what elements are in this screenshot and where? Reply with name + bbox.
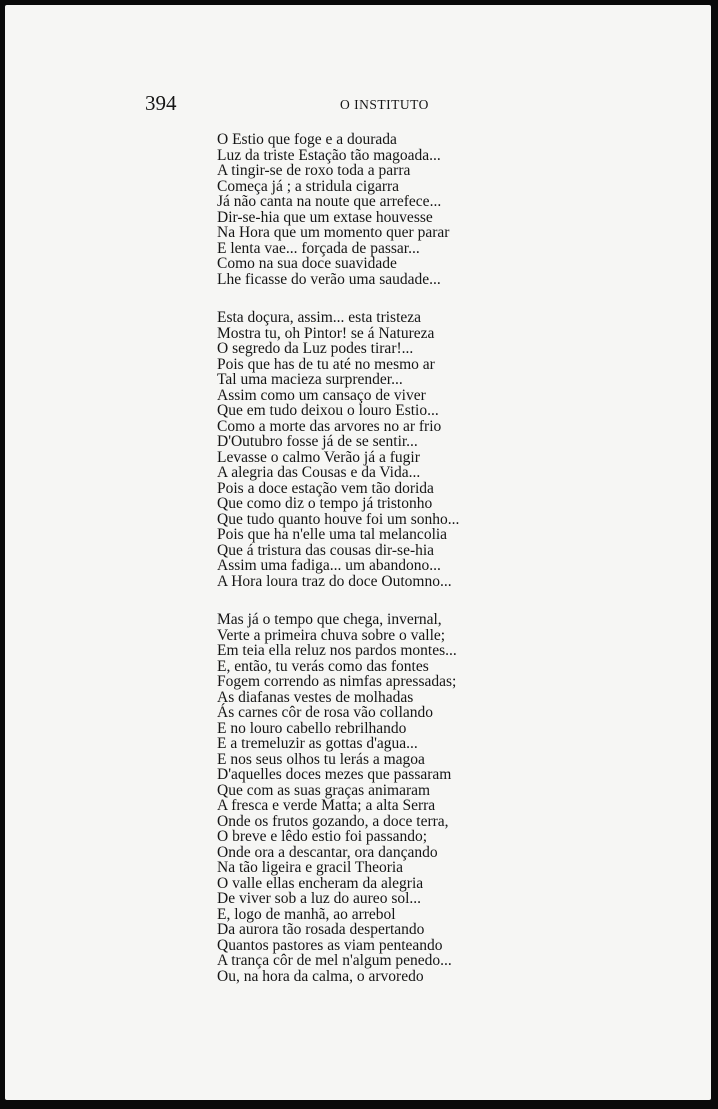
poem-line: Dir-se-hia que um extase houvesse xyxy=(217,208,433,226)
poem-line: Em teia ella reluz nos pardos montes... xyxy=(217,642,457,659)
poem-line: Mostra tu, oh Pintor! se á Natureza xyxy=(217,324,435,342)
poem-line: E nos seus olhos tu lerás a magoa xyxy=(217,750,425,768)
poem-line: Tal uma macieza surprender... xyxy=(217,371,403,388)
poem-line: A trança côr de mel n'algum penedo... xyxy=(217,952,452,969)
poem-line: E, então, tu verás como das fontes xyxy=(217,657,429,675)
poem-line: Como na sua doce suavidade xyxy=(217,255,397,272)
poem-line: Mas já o tempo que chega, invernal, xyxy=(217,611,442,628)
poem-line: As diafanas vestes de molhadas xyxy=(217,688,414,706)
poem-line: De viver sob a luz do aureo sol... xyxy=(217,890,422,907)
poem-line: O segredo da Luz podes tirar!... xyxy=(217,340,414,357)
poem-line: A fresca e verde Matta; a alta Serra xyxy=(217,797,436,814)
poem-line: Que com as suas graças animaram xyxy=(217,781,431,799)
poem-line: Ou, na hora da calma, o arvoredo xyxy=(217,967,424,985)
poem-line: Que á tristura das cousas dir-se-hia xyxy=(217,541,435,559)
poem-line: Onde os frutos gozando, a doce terra, xyxy=(217,812,449,830)
poem-line: O breve e lêdo estio foi passando; xyxy=(217,828,428,845)
page-number: 394 xyxy=(145,91,177,115)
poem-line: Já não canta na noute que arrefece... xyxy=(217,193,442,210)
poem-line: O valle ellas encheram da alegria xyxy=(217,874,424,892)
poem-line: Levasse o calmo Verão já a fugir xyxy=(217,448,420,466)
poem-line: E, logo de manhã, ao arrebol xyxy=(217,905,396,923)
poem-line: Da aurora tão rosada despertando xyxy=(217,921,425,938)
poem-line: D'Outubro fosse já de se sentir... xyxy=(217,433,418,450)
poem-line: A alegria das Cousas e da Vida... xyxy=(217,464,421,481)
poem-line: Pois que has de tu até no mesmo ar xyxy=(217,355,435,373)
poem-line: O Estio que foge e a dourada xyxy=(217,131,397,148)
poem-line: Que em tudo deixou o louro Estio... xyxy=(217,402,439,419)
poem-line: Verte a primeira chuva sobre o valle; xyxy=(217,626,446,644)
poem-line: Quantos pastores as viam penteando xyxy=(217,936,443,954)
poem-line: Que como diz o tempo já tristonho xyxy=(217,495,433,512)
poem-line: D'aquelles doces mezes que passaram xyxy=(217,766,452,783)
poem-body xyxy=(217,132,459,984)
poem-line: Assim uma fadiga... um abandono... xyxy=(217,557,441,574)
poem-line: Pois a doce estação vem tão dorida xyxy=(217,479,434,497)
poem-line: Que tudo quanto houve foi um sonho... xyxy=(217,510,460,528)
poem-line: Começa já ; a stridula cigarra xyxy=(217,177,400,195)
poem-line: Ás carnes côr de rosa vão collando xyxy=(217,704,434,721)
poem-line: Como a morte das arvores no ar frio xyxy=(217,417,442,435)
stanza-1 xyxy=(217,132,459,287)
poem-line: Fogem correndo as nimfas apressadas; xyxy=(217,673,457,690)
stanza-3 xyxy=(217,612,459,984)
poem-line: Assim como um cansaço de viver xyxy=(217,386,426,404)
poem-line: Esta doçura, assim... esta tristeza xyxy=(217,309,422,326)
poem-line: Luz da triste Estação tão magoada... xyxy=(217,146,441,164)
poem-line: Pois que ha n'elle uma tal melancolia xyxy=(217,526,448,543)
stanza-2 xyxy=(217,310,459,589)
poem-line: E lenta vae... forçada de passar... xyxy=(217,239,420,257)
book-page xyxy=(5,5,711,1100)
poem-line: A tingir-se de roxo toda a parra xyxy=(217,162,411,179)
poem-line: Onde ora a descantar, ora dançando xyxy=(217,843,438,861)
poem-line: E no louro cabello rebrilhando xyxy=(217,719,407,737)
poem-line: E a tremeluzir as gottas d'agua... xyxy=(217,735,418,752)
running-title: O INSTITUTO xyxy=(340,97,429,112)
poem-line: A Hora loura traz do doce Outomno... xyxy=(217,572,452,590)
poem-line: Na tão ligeira e gracil Theoria xyxy=(217,859,404,876)
poem-line: Na Hora que um momento quer parar xyxy=(217,224,450,241)
poem-line: Lhe ficasse do verão uma saudade... xyxy=(217,270,441,288)
